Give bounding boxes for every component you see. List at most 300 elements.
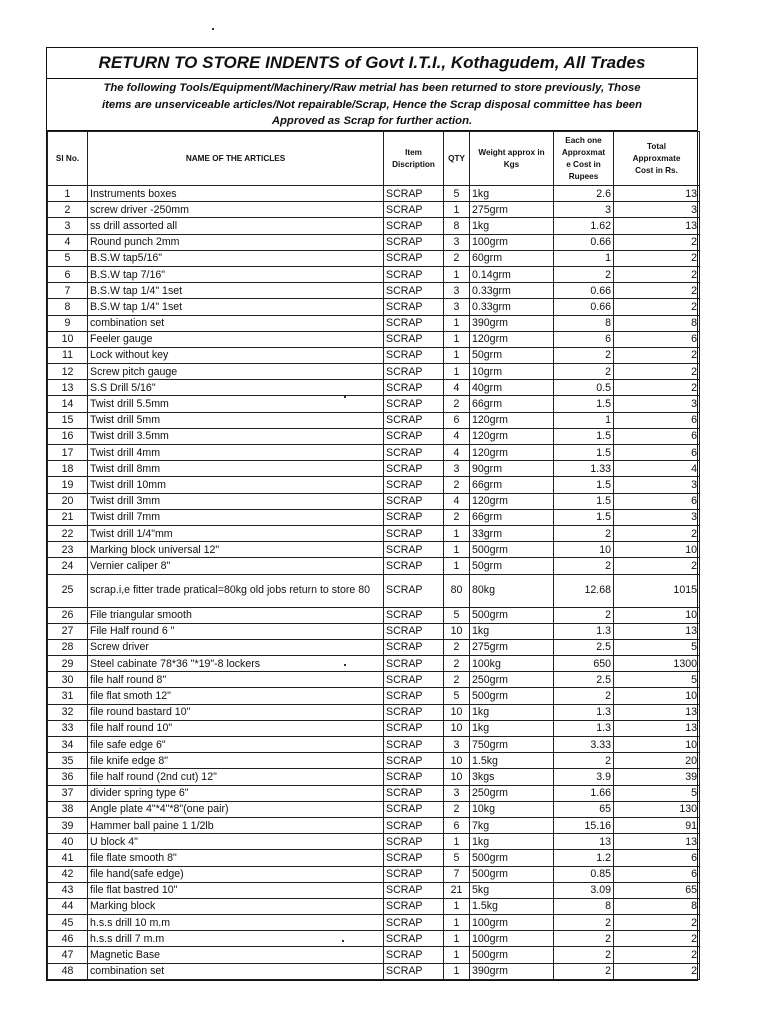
cell-article-name: Hammer ball paine 1 1/2lb <box>88 817 384 833</box>
cell-sl-no: 17 <box>48 445 88 461</box>
cell-qty: 1 <box>444 364 470 380</box>
cell-unit-cost: 0.66 <box>554 299 614 315</box>
cell-sl-no: 42 <box>48 866 88 882</box>
cell-total-cost: 2 <box>614 299 700 315</box>
cell-sl-no: 39 <box>48 817 88 833</box>
cell-item-description: SCRAP <box>384 688 444 704</box>
cell-total-cost: 2 <box>614 525 700 541</box>
cell-weight: 66grm <box>470 396 554 412</box>
cell-weight: 120grm <box>470 445 554 461</box>
cell-item-description: SCRAP <box>384 963 444 979</box>
cell-item-description: SCRAP <box>384 234 444 250</box>
header-line: Approxmate <box>632 153 681 163</box>
cell-article-name: Angle plate 4"*4"*8"(one pair) <box>88 801 384 817</box>
cell-weight: 66grm <box>470 477 554 493</box>
cell-weight: 500grm <box>470 947 554 963</box>
cell-article-name: file flate smooth 8" <box>88 850 384 866</box>
table-row <box>48 218 700 234</box>
header-unit-cost <box>554 132 614 186</box>
cell-total-cost: 2 <box>614 283 700 299</box>
cell-item-description: SCRAP <box>384 574 444 607</box>
cell-article-name: B.S.W tap 1/4" 1set <box>88 283 384 299</box>
cell-weight: 250grm <box>470 672 554 688</box>
table-row <box>48 898 700 914</box>
cell-qty: 2 <box>444 396 470 412</box>
cell-sl-no: 16 <box>48 428 88 444</box>
cell-qty: 7 <box>444 866 470 882</box>
cell-qty: 8 <box>444 218 470 234</box>
table-row <box>48 931 700 947</box>
cell-sl-no: 5 <box>48 250 88 266</box>
header-line: Kgs <box>503 159 520 169</box>
table-row <box>48 753 700 769</box>
cell-unit-cost: 2 <box>554 963 614 979</box>
table-row <box>48 234 700 250</box>
cell-article-name: Twist drill 10mm <box>88 477 384 493</box>
table-row <box>48 250 700 266</box>
cell-item-description: SCRAP <box>384 315 444 331</box>
cell-qty: 1 <box>444 525 470 541</box>
cell-qty: 2 <box>444 477 470 493</box>
cell-qty: 1 <box>444 266 470 282</box>
cell-weight: 1kg <box>470 834 554 850</box>
cell-unit-cost: 10 <box>554 542 614 558</box>
cell-weight: 120grm <box>470 331 554 347</box>
cell-weight: 7kg <box>470 817 554 833</box>
cell-total-cost: 2 <box>614 558 700 574</box>
cell-item-description: SCRAP <box>384 283 444 299</box>
cell-weight: 120grm <box>470 493 554 509</box>
cell-total-cost: 2 <box>614 347 700 363</box>
table-row <box>48 639 700 655</box>
cell-unit-cost: 2.5 <box>554 672 614 688</box>
cell-item-description: SCRAP <box>384 364 444 380</box>
cell-unit-cost: 0.66 <box>554 234 614 250</box>
cell-article-name: file round bastard 10" <box>88 704 384 720</box>
table-row <box>48 477 700 493</box>
cell-unit-cost: 2 <box>554 915 614 931</box>
cell-total-cost: 2 <box>614 266 700 282</box>
header-line: e Cost in <box>566 159 601 169</box>
cell-article-name: file half round (2nd cut) 12" <box>88 769 384 785</box>
cell-unit-cost: 1.5 <box>554 445 614 461</box>
cell-sl-no: 48 <box>48 963 88 979</box>
cell-unit-cost: 1.3 <box>554 623 614 639</box>
scan-speck <box>212 28 214 30</box>
cell-unit-cost: 15.16 <box>554 817 614 833</box>
cell-sl-no: 47 <box>48 947 88 963</box>
cell-unit-cost: 2.5 <box>554 639 614 655</box>
cell-weight: 1kg <box>470 720 554 736</box>
cell-total-cost: 91 <box>614 817 700 833</box>
cell-unit-cost: 3.9 <box>554 769 614 785</box>
table-row <box>48 947 700 963</box>
cell-qty: 4 <box>444 445 470 461</box>
cell-unit-cost: 6 <box>554 331 614 347</box>
cell-qty: 2 <box>444 250 470 266</box>
cell-article-name: Twist drill 8mm <box>88 461 384 477</box>
cell-item-description: SCRAP <box>384 218 444 234</box>
cell-article-name: Marking block <box>88 898 384 914</box>
cell-article-name: B.S.W tap5/16" <box>88 250 384 266</box>
cell-unit-cost: 1 <box>554 250 614 266</box>
cell-total-cost: 2 <box>614 234 700 250</box>
header-qty: QTY <box>444 132 470 186</box>
cell-unit-cost: 2 <box>554 558 614 574</box>
cell-qty: 10 <box>444 769 470 785</box>
cell-qty: 10 <box>444 623 470 639</box>
cell-weight: 60grm <box>470 250 554 266</box>
cell-weight: 40grm <box>470 380 554 396</box>
cell-weight: 0.14grm <box>470 266 554 282</box>
cell-item-description: SCRAP <box>384 882 444 898</box>
cell-sl-no: 3 <box>48 218 88 234</box>
cell-article-name: Vernier caliper 8" <box>88 558 384 574</box>
cell-sl-no: 13 <box>48 380 88 396</box>
cell-qty: 5 <box>444 186 470 202</box>
cell-sl-no: 43 <box>48 882 88 898</box>
cell-unit-cost: 650 <box>554 656 614 672</box>
table-body <box>48 186 700 980</box>
document-title: RETURN TO STORE INDENTS of Govt I.T.I., Kothagudem, All Trades <box>47 48 697 79</box>
cell-article-name: Instruments boxes <box>88 186 384 202</box>
cell-weight: 0.33grm <box>470 283 554 299</box>
cell-sl-no: 20 <box>48 493 88 509</box>
header-line: Item <box>405 147 422 157</box>
cell-weight: 500grm <box>470 607 554 623</box>
cell-total-cost: 4 <box>614 461 700 477</box>
header-sl-no: Sl No. <box>48 132 88 186</box>
cell-item-description: SCRAP <box>384 509 444 525</box>
document-description <box>47 79 697 131</box>
table-row <box>48 963 700 979</box>
table-row <box>48 882 700 898</box>
cell-total-cost: 10 <box>614 542 700 558</box>
cell-item-description: SCRAP <box>384 542 444 558</box>
cell-article-name: Steel cabinate 78*36 "*19"-8 lockers <box>88 656 384 672</box>
cell-article-name: Twist drill 5mm <box>88 412 384 428</box>
cell-sl-no: 12 <box>48 364 88 380</box>
table-row <box>48 704 700 720</box>
table-row <box>48 364 700 380</box>
cell-qty: 3 <box>444 234 470 250</box>
cell-unit-cost: 0.85 <box>554 866 614 882</box>
cell-total-cost: 10 <box>614 737 700 753</box>
cell-weight: 120grm <box>470 428 554 444</box>
cell-sl-no: 18 <box>48 461 88 477</box>
cell-qty: 1 <box>444 947 470 963</box>
cell-item-description: SCRAP <box>384 477 444 493</box>
header-line: Each one <box>565 135 602 145</box>
cell-item-description: SCRAP <box>384 250 444 266</box>
cell-article-name: File Half round 6 " <box>88 623 384 639</box>
cell-sl-no: 8 <box>48 299 88 315</box>
cell-item-description: SCRAP <box>384 817 444 833</box>
cell-article-name: Twist drill 3.5mm <box>88 428 384 444</box>
table-row <box>48 396 700 412</box>
cell-qty: 21 <box>444 882 470 898</box>
cell-qty: 3 <box>444 299 470 315</box>
cell-article-name: Twist drill 1/4"mm <box>88 525 384 541</box>
cell-weight: 1kg <box>470 218 554 234</box>
table-row <box>48 850 700 866</box>
table-row <box>48 656 700 672</box>
cell-unit-cost: 1.5 <box>554 493 614 509</box>
cell-sl-no: 35 <box>48 753 88 769</box>
table-row <box>48 493 700 509</box>
cell-article-name: scrap.i,e fitter trade pratical=80kg old jobs return to store 80 <box>88 574 384 607</box>
cell-unit-cost: 2 <box>554 688 614 704</box>
cell-item-description: SCRAP <box>384 947 444 963</box>
cell-total-cost: 8 <box>614 315 700 331</box>
cell-qty: 1 <box>444 542 470 558</box>
cell-item-description: SCRAP <box>384 915 444 931</box>
table-row <box>48 737 700 753</box>
cell-weight: 66grm <box>470 509 554 525</box>
cell-sl-no: 40 <box>48 834 88 850</box>
cell-sl-no: 25 <box>48 574 88 607</box>
cell-total-cost: 2 <box>614 364 700 380</box>
cell-article-name: file hand(safe edge) <box>88 866 384 882</box>
table-row <box>48 509 700 525</box>
table-row <box>48 558 700 574</box>
table-row <box>48 380 700 396</box>
cell-qty: 5 <box>444 607 470 623</box>
header-line: Total <box>647 141 666 151</box>
cell-qty: 2 <box>444 801 470 817</box>
cell-total-cost: 20 <box>614 753 700 769</box>
table-row <box>48 769 700 785</box>
cell-sl-no: 19 <box>48 477 88 493</box>
cell-qty: 1 <box>444 347 470 363</box>
cell-unit-cost: 2 <box>554 931 614 947</box>
cell-item-description: SCRAP <box>384 380 444 396</box>
cell-unit-cost: 1.2 <box>554 850 614 866</box>
cell-item-description: SCRAP <box>384 866 444 882</box>
cell-qty: 5 <box>444 688 470 704</box>
cell-qty: 1 <box>444 331 470 347</box>
cell-unit-cost: 1.3 <box>554 720 614 736</box>
table-row <box>48 542 700 558</box>
cell-weight: 80kg <box>470 574 554 607</box>
cell-article-name: file half round 8" <box>88 672 384 688</box>
cell-qty: 1 <box>444 898 470 914</box>
cell-total-cost: 1300 <box>614 656 700 672</box>
cell-item-description: SCRAP <box>384 704 444 720</box>
cell-total-cost: 13 <box>614 720 700 736</box>
cell-sl-no: 24 <box>48 558 88 574</box>
cell-sl-no: 36 <box>48 769 88 785</box>
cell-article-name: file flat smoth 12" <box>88 688 384 704</box>
cell-unit-cost: 8 <box>554 315 614 331</box>
cell-qty: 6 <box>444 412 470 428</box>
cell-article-name: divider spring type 6" <box>88 785 384 801</box>
table-row <box>48 461 700 477</box>
articles-table <box>47 131 700 980</box>
cell-article-name: S.S Drill 5/16" <box>88 380 384 396</box>
table-row <box>48 347 700 363</box>
cell-qty: 4 <box>444 428 470 444</box>
table-row <box>48 817 700 833</box>
table-row <box>48 574 700 607</box>
table-row <box>48 299 700 315</box>
cell-sl-no: 44 <box>48 898 88 914</box>
cell-article-name: Twist drill 7mm <box>88 509 384 525</box>
cell-weight: 90grm <box>470 461 554 477</box>
cell-unit-cost: 2 <box>554 266 614 282</box>
cell-article-name: Round punch 2mm <box>88 234 384 250</box>
cell-weight: 750grm <box>470 737 554 753</box>
cell-total-cost: 6 <box>614 866 700 882</box>
cell-unit-cost: 2 <box>554 753 614 769</box>
cell-weight: 33grm <box>470 525 554 541</box>
cell-total-cost: 130 <box>614 801 700 817</box>
table-row <box>48 412 700 428</box>
table-row <box>48 315 700 331</box>
cell-qty: 3 <box>444 785 470 801</box>
cell-weight: 250grm <box>470 785 554 801</box>
cell-total-cost: 13 <box>614 834 700 850</box>
cell-item-description: SCRAP <box>384 331 444 347</box>
cell-weight: 390grm <box>470 963 554 979</box>
cell-weight: 275grm <box>470 202 554 218</box>
cell-unit-cost: 2 <box>554 364 614 380</box>
cell-article-name: file flat bastred 10" <box>88 882 384 898</box>
cell-total-cost: 6 <box>614 493 700 509</box>
cell-sl-no: 23 <box>48 542 88 558</box>
cell-unit-cost: 2.6 <box>554 186 614 202</box>
table-row <box>48 915 700 931</box>
cell-total-cost: 3 <box>614 202 700 218</box>
cell-total-cost: 13 <box>614 186 700 202</box>
cell-total-cost: 3 <box>614 396 700 412</box>
cell-sl-no: 38 <box>48 801 88 817</box>
cell-weight: 50grm <box>470 347 554 363</box>
cell-total-cost: 6 <box>614 445 700 461</box>
cell-sl-no: 2 <box>48 202 88 218</box>
cell-article-name: file safe edge 6" <box>88 737 384 753</box>
cell-total-cost: 2 <box>614 963 700 979</box>
cell-total-cost: 3 <box>614 509 700 525</box>
cell-total-cost: 6 <box>614 331 700 347</box>
cell-item-description: SCRAP <box>384 202 444 218</box>
cell-unit-cost: 3 <box>554 202 614 218</box>
cell-total-cost: 6 <box>614 850 700 866</box>
cell-article-name: Screw pitch gauge <box>88 364 384 380</box>
cell-weight: 100grm <box>470 915 554 931</box>
header-line: Rupees <box>568 171 599 181</box>
cell-unit-cost: 13 <box>554 834 614 850</box>
table-row <box>48 525 700 541</box>
cell-article-name: Lock without key <box>88 347 384 363</box>
header-weight <box>470 132 554 186</box>
cell-weight: 100grm <box>470 234 554 250</box>
header-line: Weight approx in <box>478 147 545 157</box>
cell-weight: 1kg <box>470 704 554 720</box>
cell-weight: 100grm <box>470 931 554 947</box>
cell-total-cost: 13 <box>614 623 700 639</box>
cell-article-name: Magnetic Base <box>88 947 384 963</box>
cell-sl-no: 26 <box>48 607 88 623</box>
cell-item-description: SCRAP <box>384 656 444 672</box>
cell-qty: 4 <box>444 380 470 396</box>
cell-sl-no: 9 <box>48 315 88 331</box>
cell-item-description: SCRAP <box>384 639 444 655</box>
cell-total-cost: 1015 <box>614 574 700 607</box>
cell-total-cost: 5 <box>614 785 700 801</box>
cell-weight: 500grm <box>470 688 554 704</box>
header-total-cost <box>614 132 700 186</box>
cell-sl-no: 7 <box>48 283 88 299</box>
table-row <box>48 202 700 218</box>
cell-total-cost: 2 <box>614 250 700 266</box>
cell-total-cost: 13 <box>614 218 700 234</box>
cell-sl-no: 32 <box>48 704 88 720</box>
cell-weight: 1.5kg <box>470 753 554 769</box>
cell-total-cost: 6 <box>614 428 700 444</box>
cell-total-cost: 3 <box>614 477 700 493</box>
cell-qty: 2 <box>444 509 470 525</box>
cell-sl-no: 37 <box>48 785 88 801</box>
cell-unit-cost: 2 <box>554 947 614 963</box>
cell-qty: 10 <box>444 704 470 720</box>
table-row <box>48 834 700 850</box>
cell-unit-cost: 2 <box>554 525 614 541</box>
cell-article-name: Screw driver <box>88 639 384 655</box>
cell-total-cost: 10 <box>614 688 700 704</box>
cell-qty: 10 <box>444 720 470 736</box>
header-item-description <box>384 132 444 186</box>
cell-qty: 1 <box>444 315 470 331</box>
scrap-indent-sheet <box>46 47 698 981</box>
cell-sl-no: 27 <box>48 623 88 639</box>
cell-qty: 3 <box>444 737 470 753</box>
cell-weight: 500grm <box>470 542 554 558</box>
table-row <box>48 672 700 688</box>
table-row <box>48 801 700 817</box>
cell-item-description: SCRAP <box>384 525 444 541</box>
cell-item-description: SCRAP <box>384 607 444 623</box>
cell-qty: 1 <box>444 834 470 850</box>
cell-weight: 500grm <box>470 866 554 882</box>
cell-unit-cost: 3.33 <box>554 737 614 753</box>
cell-weight: 275grm <box>470 639 554 655</box>
cell-sl-no: 33 <box>48 720 88 736</box>
description-line: Approved as Scrap for further action. <box>271 115 473 127</box>
cell-total-cost: 2 <box>614 931 700 947</box>
cell-qty: 2 <box>444 656 470 672</box>
cell-item-description: SCRAP <box>384 396 444 412</box>
cell-sl-no: 6 <box>48 266 88 282</box>
cell-item-description: SCRAP <box>384 266 444 282</box>
cell-total-cost: 39 <box>614 769 700 785</box>
cell-article-name: B.S.W tap 1/4" 1set <box>88 299 384 315</box>
table-row <box>48 331 700 347</box>
table-row <box>48 266 700 282</box>
cell-sl-no: 1 <box>48 186 88 202</box>
cell-qty: 1 <box>444 558 470 574</box>
cell-unit-cost: 12.68 <box>554 574 614 607</box>
cell-total-cost: 65 <box>614 882 700 898</box>
cell-sl-no: 45 <box>48 915 88 931</box>
cell-article-name: file knife edge 8" <box>88 753 384 769</box>
cell-qty: 1 <box>444 963 470 979</box>
cell-unit-cost: 1.5 <box>554 428 614 444</box>
cell-item-description: SCRAP <box>384 412 444 428</box>
cell-item-description: SCRAP <box>384 186 444 202</box>
table-row <box>48 445 700 461</box>
cell-item-description: SCRAP <box>384 347 444 363</box>
